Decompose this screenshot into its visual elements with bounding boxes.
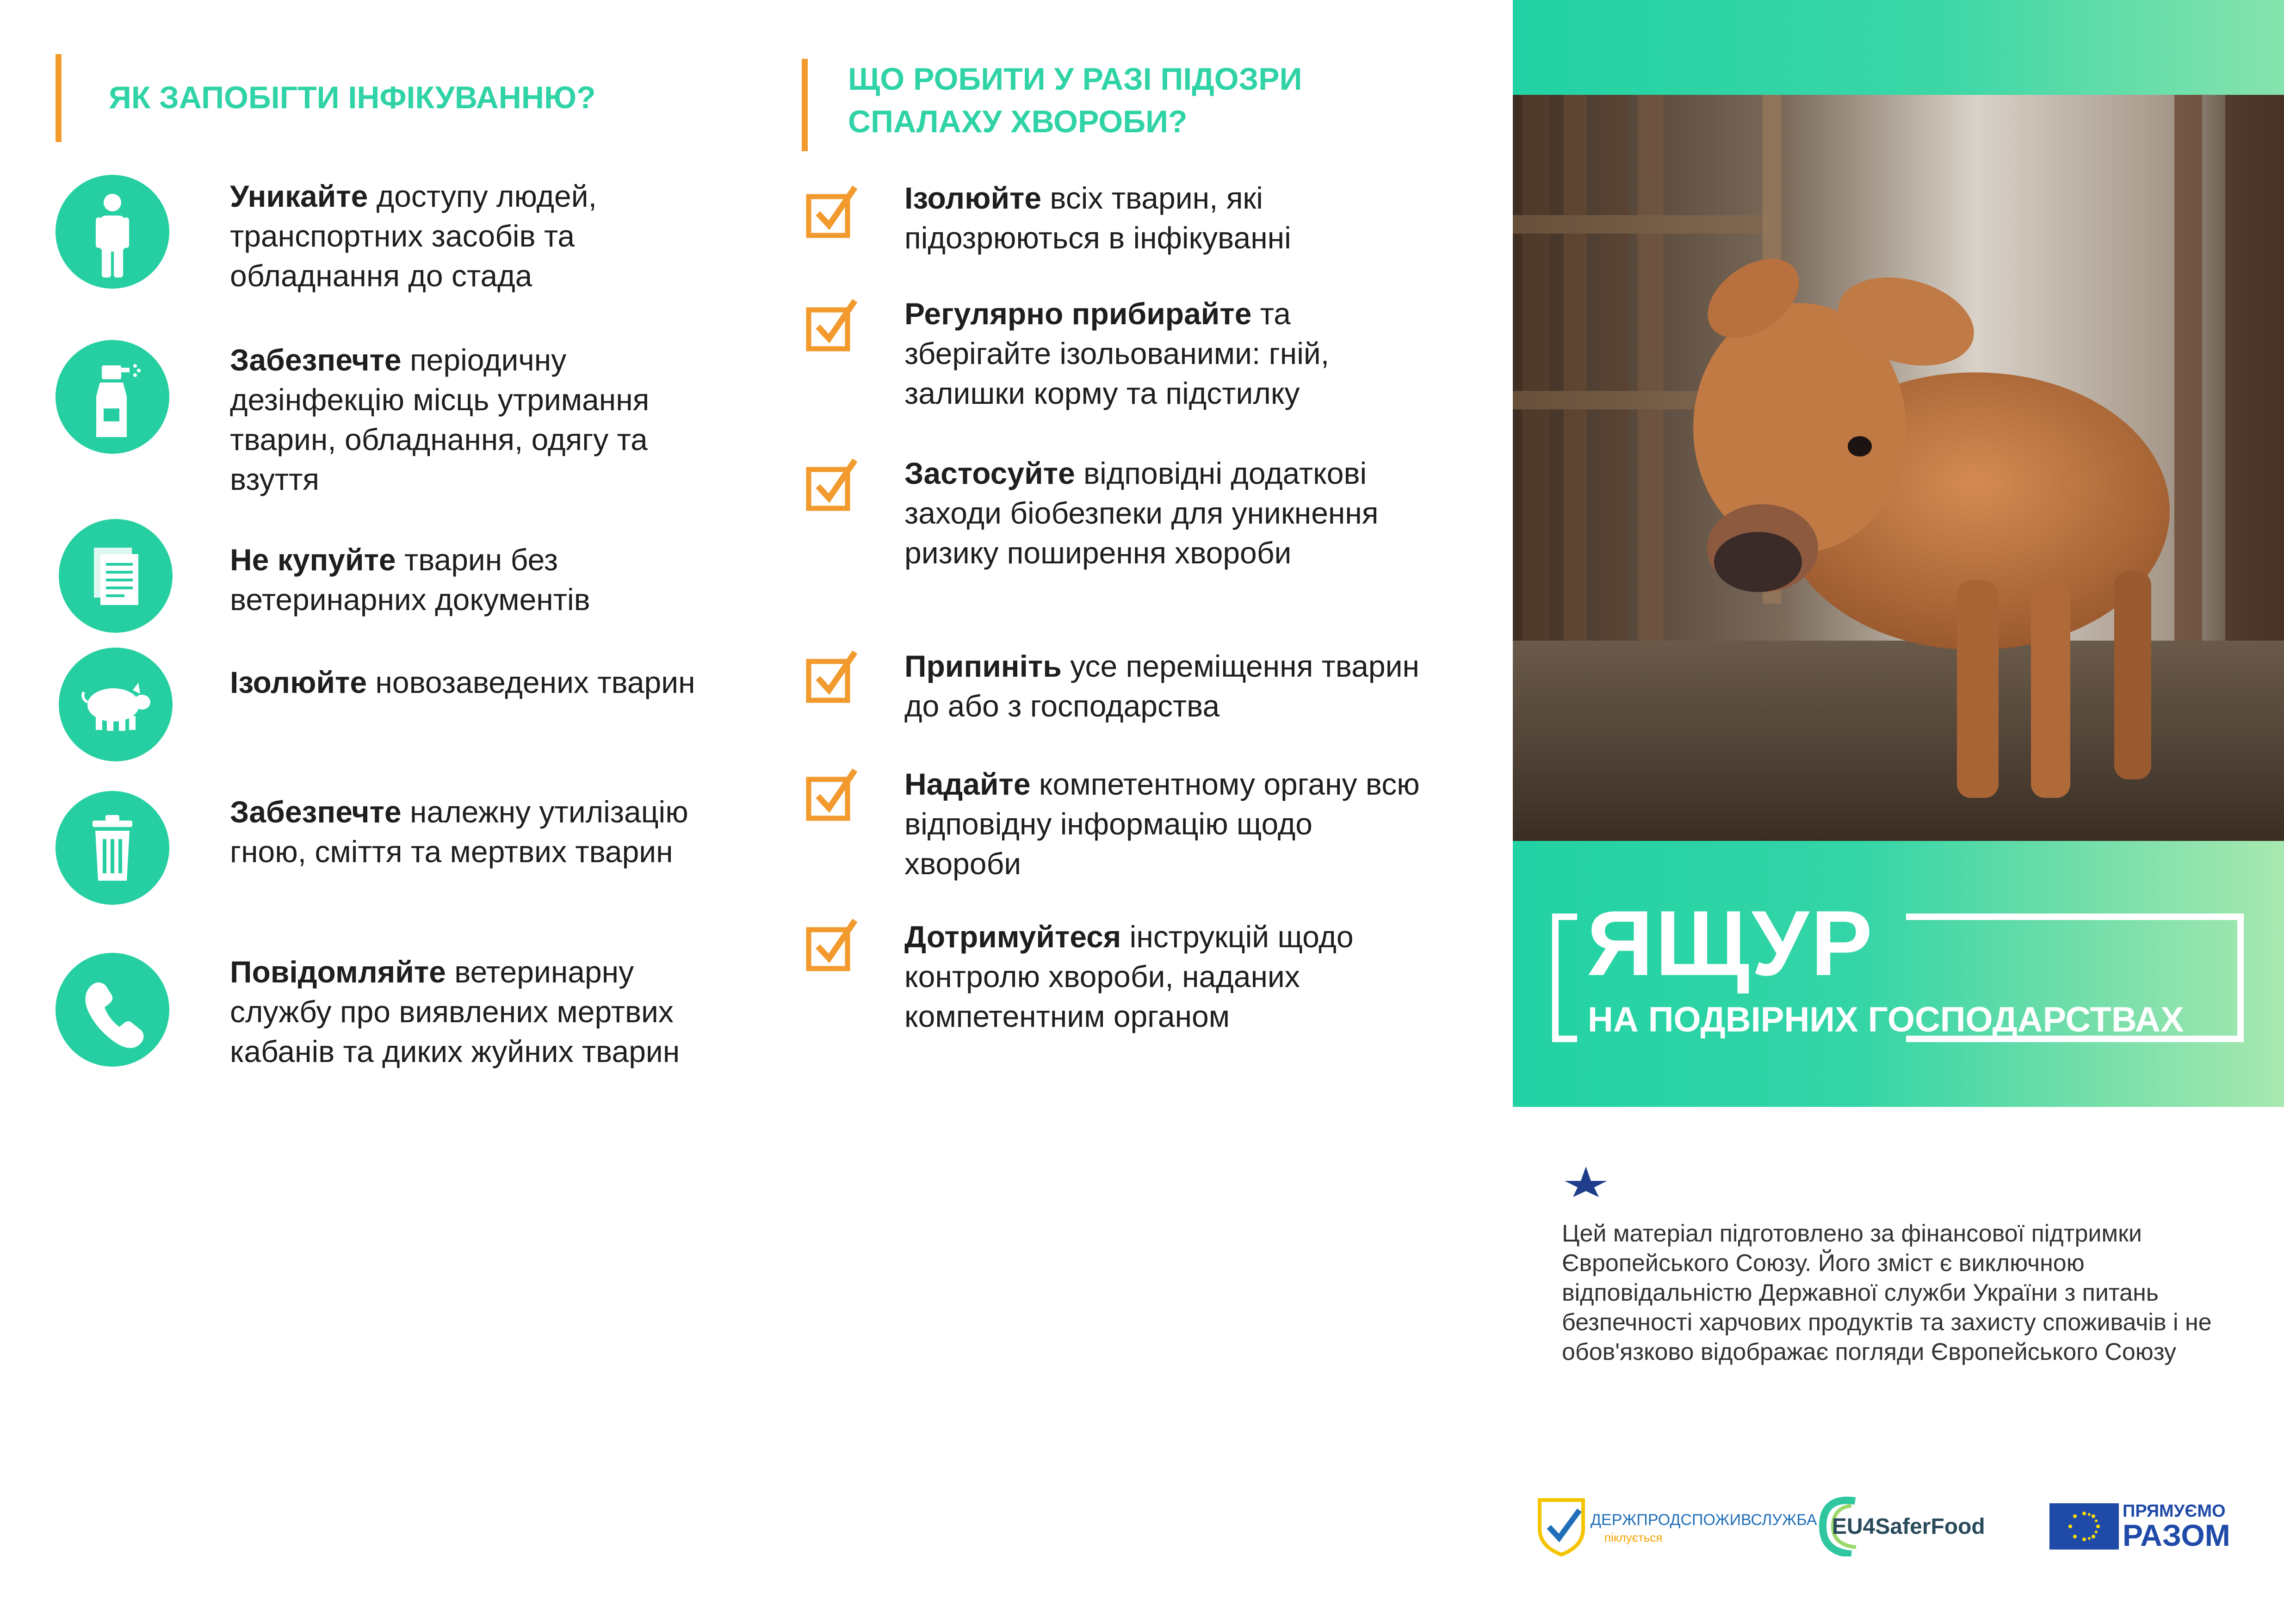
action-text: Застосуйте відповідні додаткові заходи біобезпеки для уникнення ризику поширення хвороби [904,456,1379,570]
disclaimer-text: Цей матеріал підготовлено за фінансової підтримки Європейського Союзу. Його зміст є виключною відповідальністю Державної служби України з питань безпечності харчових продуктів та захисту споживачів і не обов'язково відображає погляди Європейського Союзу [1562,1220,2212,1365]
action-item [805,289,1453,409]
main-subtitle: НА ПОДВІРНИХ ГОСПОДАРСТВАХ [1588,1000,2184,1039]
action-text: Припиніть усе переміщення тварин до або з господарства [904,649,1419,723]
calf-photo [1513,95,2284,841]
dpss-tagline: піклується [1604,1531,1663,1544]
person-icon [56,175,169,289]
action-text: Надайте компетентному органу всю відповідну інформацію щодо хвороби [904,767,1420,881]
left-heading-accent-bar [56,54,62,142]
checkbox-icon [805,183,861,239]
prevention-text: Не купуйте тварин без ветеринарних документів [230,543,590,617]
prevention-text: Ізолюйте новозаведених тварин [230,665,695,699]
eu-pryamuyemo-razom-logo [2049,1499,2253,1554]
action-item [805,641,1453,733]
dpss-shield-icon [1536,1496,1587,1556]
main-title: ЯЩУР [1587,892,1875,995]
eu-logo-line1: ПРЯМУЄМО [2123,1501,2226,1521]
eu-logo-line2: РАЗОМ [2123,1518,2230,1552]
prevention-text: Уникайте доступу людей, транспортних засобів та обладнання до стада [230,179,597,293]
eu-star-icon [1563,1166,1609,1198]
action-text: Дотримуйтеся інструкцій щодо контролю хвороби, наданих компетентним органом [904,920,1354,1033]
checkbox-icon [805,456,861,512]
spray-bottle-icon [56,340,169,454]
middle-heading-line2: СПАЛАХУ ХВОРОБИ? [848,104,1188,139]
eu4saferfood-name: EU4SaferFood [1832,1514,1985,1539]
prevention-item [56,175,726,295]
action-text: Регулярно прибирайте та зберігайте ізольованими: гній, залишки корму та підстилку [904,296,1330,410]
left-section-heading: ЯК ЗАПОБІГТИ ІНФІКУВАННЮ? [109,80,596,115]
prevention-item [56,953,726,1119]
action-item [805,446,1453,613]
action-item [805,173,1453,266]
checkbox-icon [805,296,861,352]
action-item [805,759,1453,888]
action-item [805,918,1453,1048]
prevention-text: Забезпечте належну утилізацію гною, сміття та мертвих тварин [230,795,688,869]
prevention-item [56,648,726,763]
action-text: Ізолюйте всіх тварин, які підозрюються в інфікуванні [904,181,1291,255]
phone-icon [56,953,169,1067]
dpss-name: ДЕРЖПРОДСПОЖИВСЛУЖБА [1591,1511,1817,1529]
eu4saferfood-logo [1818,1492,2012,1556]
top-green-band [1513,0,2284,95]
title-bracket-left [1552,914,1577,1042]
document-icon [59,519,173,633]
dpss-logo [1536,1496,1817,1556]
prevention-text: Повідомляйте ветеринарну службу про виявлених мертвих кабанів та диких жуйних тварин [230,955,680,1068]
checkbox-icon [805,648,861,704]
checkbox-icon [805,766,861,822]
checkbox-icon [805,916,861,972]
trash-can-icon [56,791,169,905]
pig-icon [59,648,173,761]
eu-flag-icon [2049,1503,2119,1550]
prevention-item [56,791,726,911]
prevention-item [56,519,726,635]
middle-heading-accent-bar [802,59,808,151]
middle-section-heading [848,58,1302,143]
prevention-item [56,340,726,502]
middle-heading-line1: ЩО РОБИТИ У РАЗІ ПІДОЗРИ [848,62,1302,97]
prevention-text: Забезпечте періодичну дезінфекцію місць утримання тварин, обладнання, одягу та взуття [230,343,650,496]
